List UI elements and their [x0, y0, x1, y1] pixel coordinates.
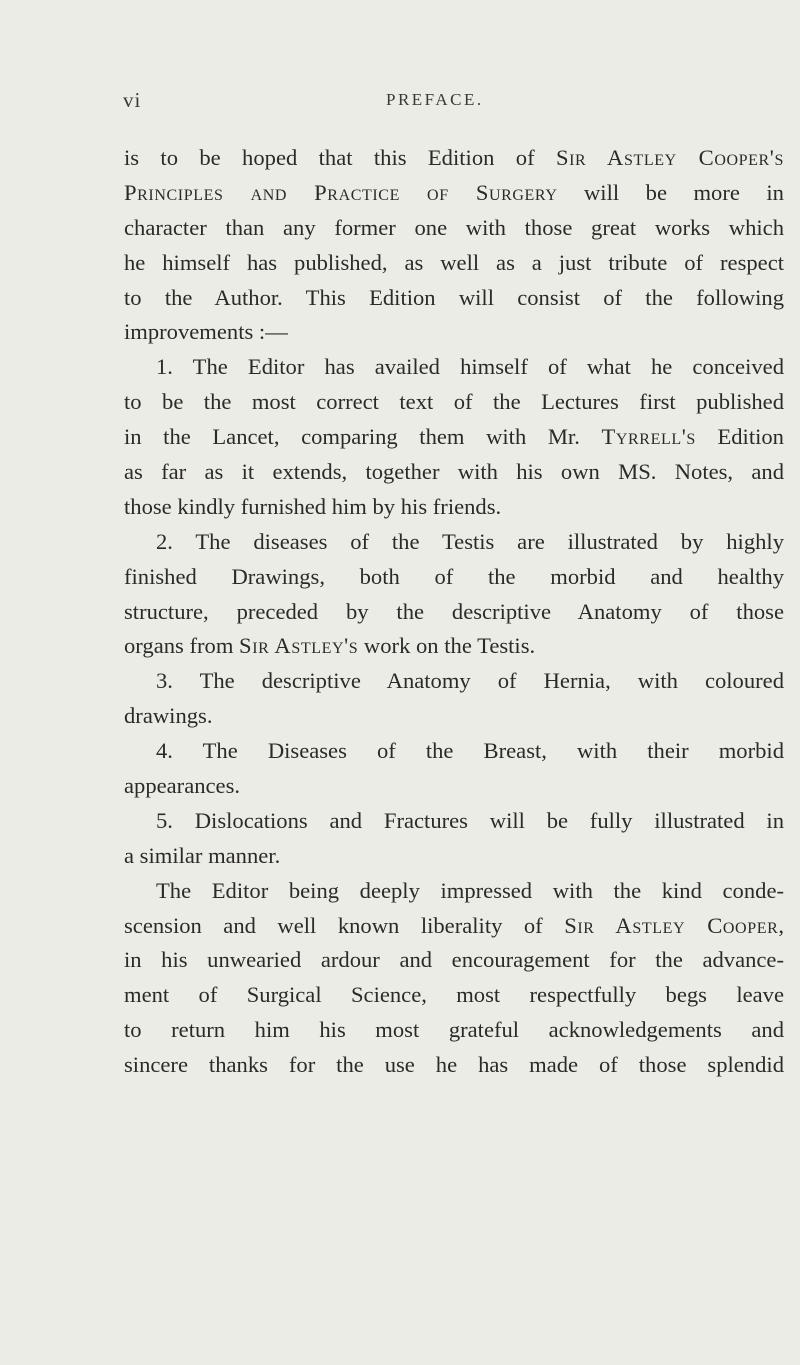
text-line: finished Drawings, both of the morbid and healthy: [124, 563, 784, 589]
text-line: to the Author. This Edition will consist of the following: [124, 284, 784, 310]
text-line: The Editor being deeply impressed with the kind conde-: [156, 877, 784, 903]
text-line: is to be hoped that this Edition of Sir Astley Cooper's: [124, 145, 784, 170]
page-number: vi: [123, 88, 142, 112]
text-line: character than any former one with those great works which: [124, 214, 784, 240]
text-line: Principles and Practice of Surgery will be more in: [124, 179, 784, 205]
running-head: [123, 88, 783, 116]
body-text: [124, 141, 784, 1083]
text-line: organs from Sir Astley's work on the Testis.: [124, 633, 536, 659]
text-line: 3. The descriptive Anatomy of Hernia, with coloured: [156, 668, 784, 694]
running-title: PREFACE.: [386, 90, 484, 109]
text-line: drawings.: [124, 703, 213, 729]
text-line: as far as it extends, together with his own MS. Notes, and: [124, 459, 784, 485]
text-line: appearances.: [124, 773, 241, 799]
text-line: in his unwearied ardour and encouragement for the advance-: [124, 947, 784, 973]
text-line: ment of Surgical Science, most respectfully begs leave: [124, 982, 784, 1008]
text-line: those kindly furnished him by his friends.: [124, 493, 502, 519]
text-line: sincere thanks for the use he has made of those splendid: [124, 1052, 784, 1078]
text-line: structure, preceded by the descriptive Anatomy of those: [124, 598, 784, 624]
text-line: scension and well known liberality of Sir Astley Cooper,: [124, 912, 785, 938]
text-line: 1. The Editor has availed himself of what he conceived: [156, 354, 784, 380]
text-line: a similar manner.: [124, 842, 281, 868]
text-line: to be the most correct text of the Lectures first published: [124, 389, 784, 415]
text-line: to return him his most grateful acknowledgements and: [124, 1017, 784, 1043]
text-line: improvements :—: [124, 319, 288, 345]
text-line: 4. The Diseases of the Breast, with their morbid: [156, 738, 784, 764]
text-line: 5. Dislocations and Fractures will be fully illustrated in: [156, 807, 784, 833]
text-line: 2. The diseases of the Testis are illustrated by highly: [156, 528, 784, 554]
text-line: he himself has published, as well as a just tribute of respect: [124, 249, 784, 275]
text-line: in the Lancet, comparing them with Mr. Tyrrell's Edition: [124, 424, 784, 450]
